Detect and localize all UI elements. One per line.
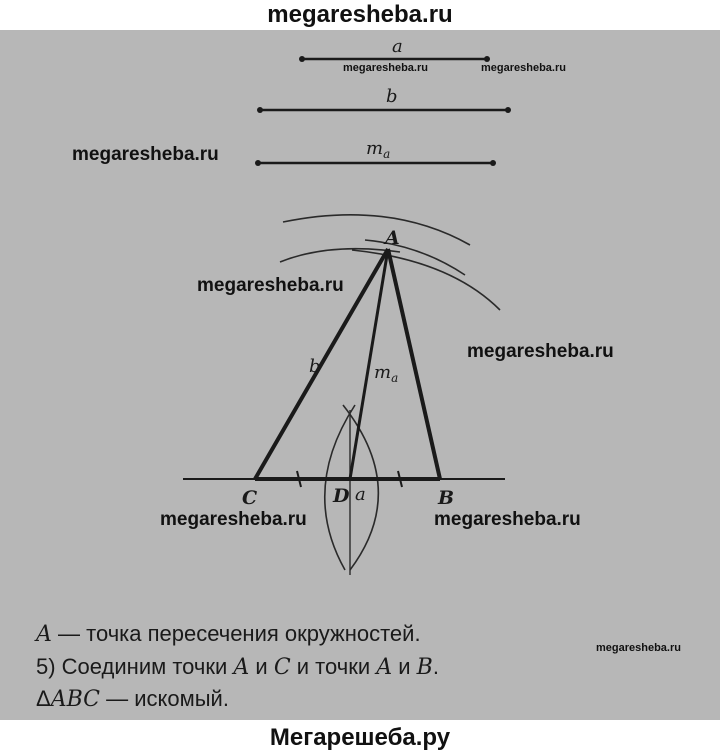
point-c-label: C: [242, 487, 258, 509]
arc-right: [352, 250, 500, 310]
segment-b-end: [505, 107, 511, 113]
segment-a-start: [299, 56, 305, 62]
text-line-1: A — точка пересечения окружностей.: [36, 621, 421, 647]
watermark: megaresheba.ru: [197, 275, 344, 296]
given-segments: [255, 36, 511, 166]
side-b-label: b: [309, 356, 321, 377]
segment-a-label: a: [392, 36, 403, 57]
side-a-label: a: [355, 484, 366, 505]
point-d-label: D: [333, 485, 350, 507]
text-line-3: ΔABC — искомый.: [36, 686, 229, 712]
arc-top-1: [283, 215, 470, 245]
watermark: megaresheba.ru: [160, 509, 307, 530]
watermark: megaresheba.ru: [343, 62, 428, 74]
segment-b-start: [257, 107, 263, 113]
site-header: [0, 0, 720, 30]
segment-ma-end: [490, 160, 496, 166]
segment-ma-label: $m_a$: [366, 138, 391, 161]
textbook-page: [0, 30, 720, 720]
site-footer: [0, 720, 720, 755]
text-line-2: 5) Соединим точки A и C и точки A и B.: [36, 654, 439, 680]
segment-b-label: b: [386, 86, 398, 107]
side-ab: [388, 249, 440, 479]
watermark: megaresheba.ru: [467, 341, 614, 362]
point-b-label: B: [438, 487, 455, 509]
watermark: megaresheba.ru: [596, 642, 681, 654]
arc-mid: [365, 240, 465, 275]
header-site-name: megaresheba.ru: [267, 1, 453, 28]
median-ma-label: $m_a$: [374, 362, 399, 385]
watermark: megaresheba.ru: [434, 509, 581, 530]
watermark: megaresheba.ru: [72, 144, 219, 165]
watermark: megaresheba.ru: [481, 62, 566, 74]
footer-site-name: Мегарешеба.ру: [269, 724, 451, 751]
segment-ma-start: [255, 160, 261, 166]
point-a-label: A: [385, 227, 400, 249]
construction-drawing: [0, 30, 720, 720]
